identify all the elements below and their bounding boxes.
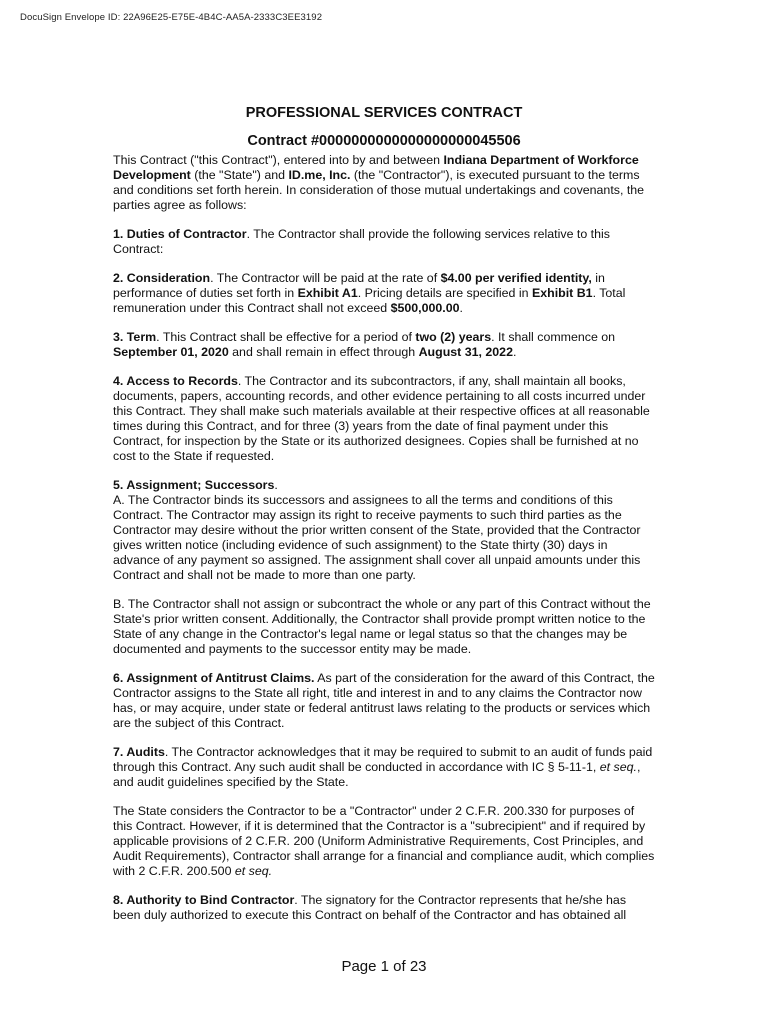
section-heading: 8. Authority to Bind Contractor <box>113 893 295 907</box>
section-access-to-records: 4. Access to Records. The Contractor and its subcontractors, if any, shall maintain all books, documents, papers, accounting records, and other evidence pertaining to all costs incurred under this Contract. They shall make such materials available at their respective offices at all reasonable times during this Contract, and for three (3) years from the date of final payment under this Contract, for inspection by the State or its authorized designees. Copies shall be furnished at no cost to the State if requested. <box>113 374 650 463</box>
party-contractor-name: ID.me, Inc. <box>288 168 351 182</box>
section-heading: 5. Assignment; Successors <box>113 478 275 492</box>
section-consideration: 2. Consideration. The Contractor will be paid at the rate of $4.00 per verified identity, in performance of duties set forth in Exhibit A1. Pricing details are specified in Exhibit B1. Total remuneration under this Contract shall not exceed $500,000.00. <box>113 271 626 315</box>
section-heading: 3. Term <box>113 330 157 344</box>
section-term: 3. Term. This Contract shall be effective for a period of two (2) years. It shall commence on September 01, 2020 and shall remain in effect through August 31, 2022. <box>113 330 616 359</box>
section-heading: 4. Access to Records <box>113 374 238 388</box>
section-heading: 7. Audits <box>113 745 165 759</box>
contract-page <box>113 104 655 937</box>
section-authority: 8. Authority to Bind Contractor. The signatory for the Contractor represents that he/she has been duly authorized to execute this Contract on behalf of the Contractor and has obtained all <box>113 893 627 922</box>
section-antitrust: 6. Assignment of Antitrust Claims. As part of the consideration for the award of this Contract, the Contractor assigns to the State all right, title and interest in and to any claims the Contractor now has, or may acquire, under state or federal antitrust laws relating to the products or services which are the subject of this Contract. <box>113 671 655 730</box>
section-assignment-heading: 5. Assignment; Successors. <box>113 478 278 492</box>
section-audits-contractor-status: The State considers the Contractor to be a "Contractor" under 2 C.F.R. 200.330 for purposes of this Contract. However, if it is determined that the Contractor is a "subrecipient" and if required by applicable provisions of 2 C.F.R. 200 (Uniform Administrative Requirements, Cost Principles, and Audit Requirements), Contractor shall arrange for a financial and compliance audit, which complies with 2 C.F.R. 200.500 et seq. <box>113 804 655 878</box>
section-heading: 2. Consideration <box>113 271 211 285</box>
section-assignment-b: B. The Contractor shall not assign or subcontract the whole or any part of this Contract without the State's prior written consent. Additionally, the Contractor shall provide prompt written notice to the State of any change in the Contractor's legal name or legal status so that the changes may be documented and payments to the successor entity may be made. <box>113 597 651 656</box>
section-assignment-a: A. The Contractor binds its successors and assignees to all the terms and conditions of this Contract. The Contractor may assign its right to receive payments to such third parties as the Contractor may desire without the prior written consent of the State, provided that the Contractor gives written notice (including evidence of such assignment) to the State thirty (30) days in advance of any payment so assigned. The assignment shall cover all unpaid amounts under this Contract and shall not be made to more than one party. <box>113 493 641 582</box>
section-heading: 1. Duties of Contractor <box>113 227 247 241</box>
party-state-name: Indiana Department of Workforce Development <box>113 153 639 182</box>
envelope-id: DocuSign Envelope ID: 22A96E25-E75E-4B4C-AA5A-2333C3EE3192 <box>20 12 323 23</box>
section-heading: 6. Assignment of Antitrust Claims. <box>113 671 315 685</box>
section-duties: 1. Duties of Contractor. The Contractor shall provide the following services relative to this Contract: <box>113 227 610 256</box>
intro-paragraph: This Contract ("this Contract"), entered into by and between Indiana Department of Workforce Development (the "State") and ID.me, Inc. (the "Contractor"), is executed pursuant to the terms and conditions set forth herein. In consideration of those mutual undertakings and covenants, the parties agree as follows: <box>113 153 645 212</box>
page-number: Page 1 of 23 <box>341 958 427 975</box>
contract-number: Contract #0000000000000000000045506 <box>247 133 521 149</box>
document-title: PROFESSIONAL SERVICES CONTRACT <box>245 105 523 121</box>
section-audits: 7. Audits. The Contractor acknowledges that it may be required to submit to an audit of funds paid through this Contract. Any such audit shall be conducted in accordance with IC § 5-11-1, et seq., and audit guidelines specified by the State. <box>113 745 653 789</box>
